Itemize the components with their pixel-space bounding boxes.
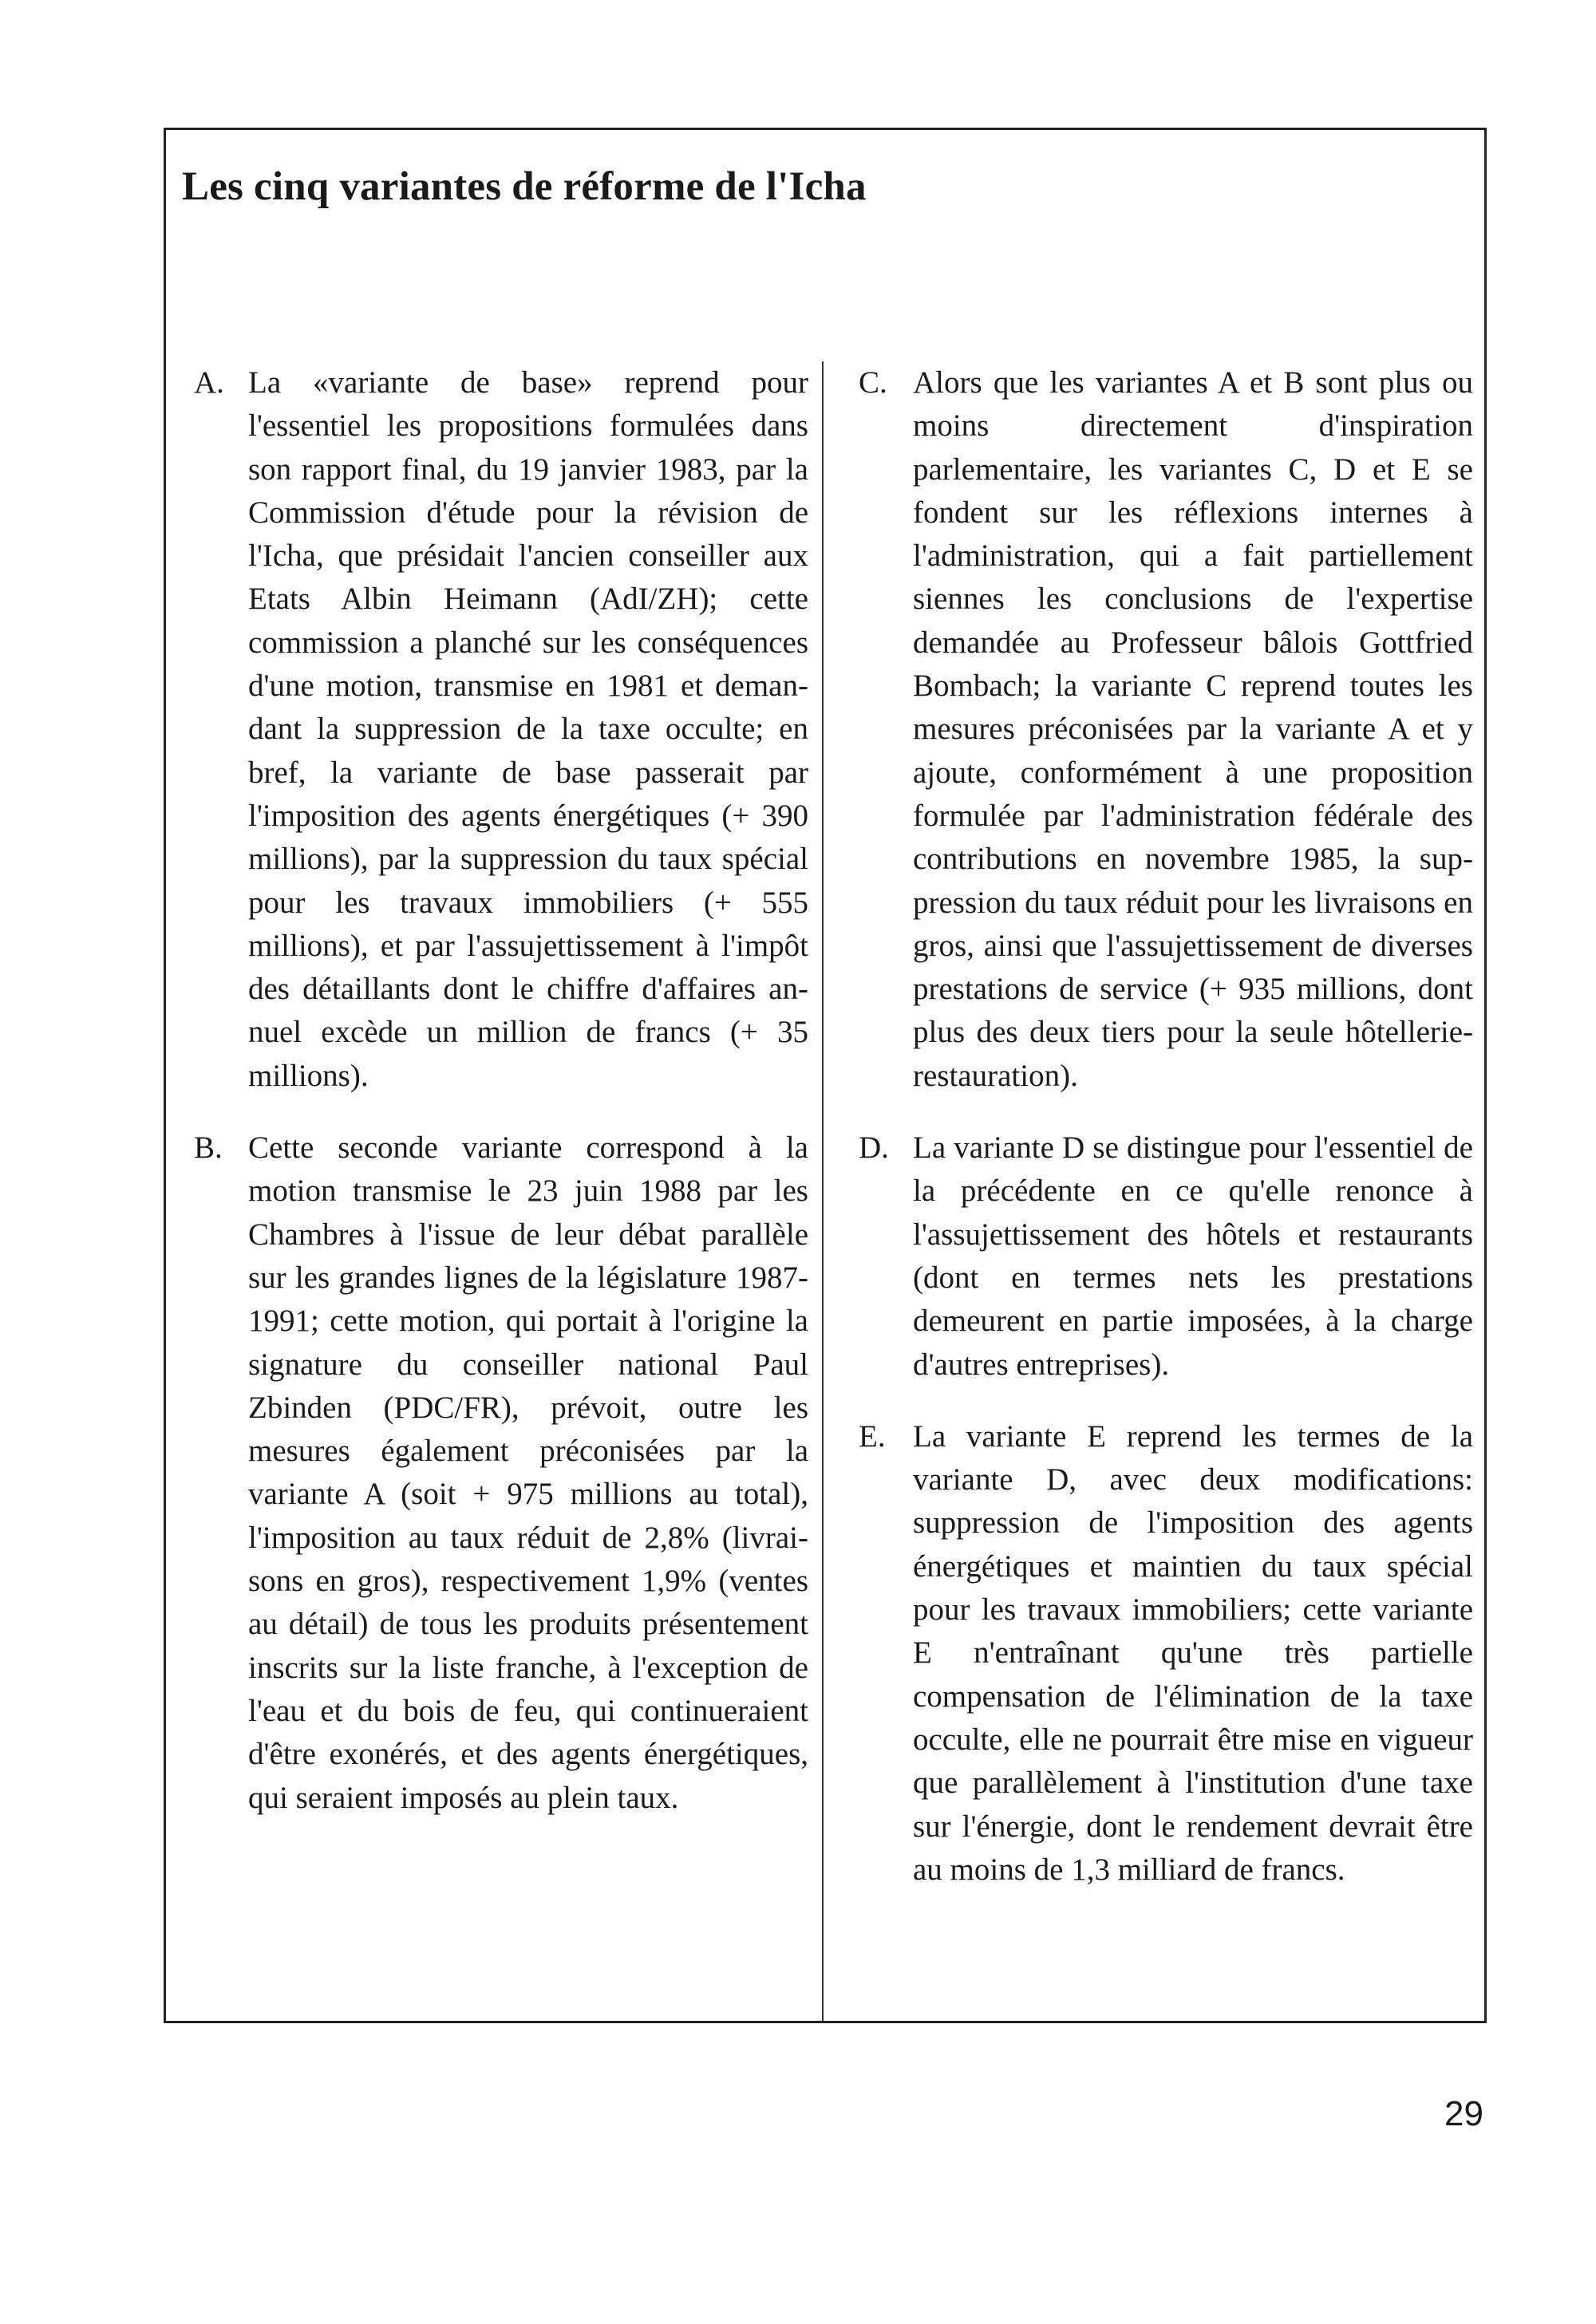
right-column (859, 361, 1473, 1920)
variant-letter: D. (859, 1130, 889, 1166)
variant-letter: E. (859, 1418, 886, 1454)
column-divider (822, 361, 824, 2021)
variant-item-d (859, 1126, 1473, 1387)
page-number: 29 (1444, 2094, 1483, 2133)
variant-letter: C. (859, 365, 887, 400)
variant-letter: B. (194, 1130, 223, 1166)
variant-text: Alors que les variantes A et B sont plus ou moins directement d'inspiration parlementaire, les variantes C, D et E se fondent sur les réflexions internes à l'administration, qui a fait partiellement siennes les conclusions de l'expertise demandée au Professeur bâlois Gottfried Bombach; la variante C reprend toutes les mesures préconisées par la variante A et y ajoute, conformément à une proposition formulée par l'administration fédérale des contributions en novembre 1985, la suppression du taux réduit pour les livraisons en gros, ainsi que l'assujettissement de diverses prestations de service (+ 935 millions, dont plus des deux tiers pour la seule hôtellerie-restauration). (913, 365, 1473, 1093)
variant-text: Cette seconde variante correspond à la motion transmise le 23 juin 1988 par les Chambres à l'issue de leur débat parallèle sur les grandes lignes de la législature 1987-1991; cette motion, qui portait à l'origine la signature du conseiller national Paul Zbinden (PDC/FR), prévoit, outre les mesures également préconisées par la variante A (soit + 975 millions au total), l'imposition au taux réduit de 2,8% (livraisons en gros), respectivement 1,9% (ventes au détail) de tous les produits présentement inscrits sur la liste franche, à l'exception de l'eau et du bois de feu, qui continueraient d'être exonérés, et des agents énergétiques, qui seraient imposés au plein taux. (248, 1130, 808, 1815)
left-column (194, 361, 808, 1849)
variant-letter: A. (194, 365, 224, 400)
variant-item-b (194, 1126, 808, 1820)
variant-item-c (859, 361, 1473, 1098)
box-title: Les cinq variantes de réforme de l'Icha (182, 164, 867, 209)
variant-item-a (194, 361, 808, 1098)
sidebar-box (164, 128, 1487, 2023)
variant-text: La variante E reprend les termes de la variante D, avec deux modifications: suppression de l'imposition des agents énergétiques et maintien du taux spécial pour les travaux immobiliers; cette variante E n'entraînant qu'une très partielle compensation de l'élimination de la taxe occulte, elle ne pourrait être mise en vigueur que parallèlement à l'institution d'une taxe sur l'énergie, dont le rendement devrait être au moins de 1,3 milliard de francs. (913, 1418, 1473, 1887)
variant-text: La «variante de base» reprend pour l'essentiel les propositions formulées dans son rapport final, du 19 janvier 1983, par la Commission d'étude pour la révision de l'Icha, que présidait l'ancien conseiller aux Etats Albin Heimann (AdI/ZH); cette commission a planché sur les conséquences d'une motion, transmise en 1981 et demandant la suppression de la taxe occulte; en bref, la variante de base passerait par l'imposition des agents énergétiques (+ 390 millions), par la suppression du taux spécial pour les travaux immobiliers (+ 555 millions), et par l'assujettissement à l'impôt des détaillants dont le chiffre d'affaires annuel excède un million de francs (+ 35 millions). (248, 365, 808, 1093)
variant-item-e (859, 1415, 1473, 1892)
variant-text: La variante D se distingue pour l'essentiel de la précédente en ce qu'elle renonce à l'assujettissement des hôtels et restaurants (dont en termes nets les prestations demeurent en partie imposées, à la charge d'autres entreprises). (913, 1130, 1473, 1382)
